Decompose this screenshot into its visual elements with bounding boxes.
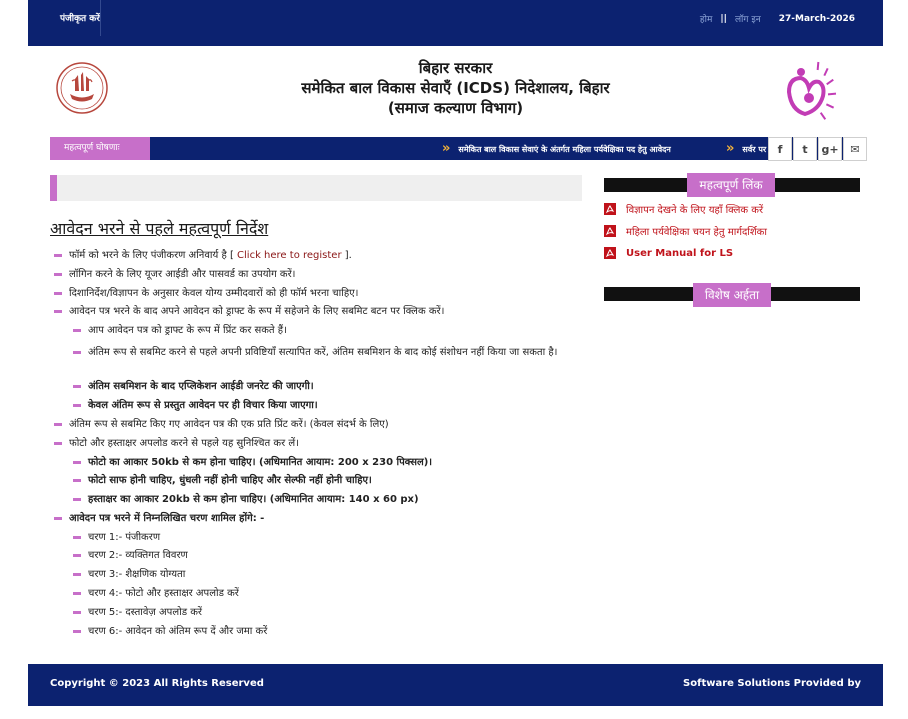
register-here-link[interactable]: Click here to register (237, 250, 342, 261)
list-item (73, 474, 573, 488)
accent-mark (50, 175, 57, 201)
list-item-text: हस्ताक्षर का आकार 20kb से कम होना चाहिए। (अधिमानित आयाम: 140 x 60 px) (88, 494, 419, 505)
list-item (54, 268, 582, 282)
list-item-text: फोटो का आकार 50kb से कम होना चाहिए। (अधिमानित आयाम: 200 x 230 पिक्सल)। (88, 457, 433, 468)
list-item-text: आवेदन पत्र भरने के बाद अपने आवेदन को ड्राफ्ट के रूप में सहेजने के लिए सबमिट बटन पर क्लिक करें। (69, 306, 445, 317)
top-nav (700, 12, 855, 25)
special-eligibility-title: विशेष अर्हता (693, 283, 771, 307)
chevron-right-icon: » (442, 141, 451, 156)
footer (28, 664, 883, 706)
nav-separator: || (720, 13, 727, 24)
list-item (73, 549, 573, 563)
list-item-text: चरण 3:- शैक्षणिक योग्यता (88, 569, 186, 580)
current-date: 27-March-2026 (778, 13, 855, 24)
list-item (73, 493, 573, 507)
register-link[interactable]: पंजीकृत करें (60, 14, 100, 24)
facebook-icon[interactable]: f (768, 137, 792, 161)
google-plus-icon[interactable]: g+ (818, 137, 842, 161)
content-header-bar (50, 175, 582, 201)
chevron-right-icon: » (726, 141, 735, 156)
site-header (28, 46, 883, 136)
bullet (54, 254, 62, 257)
list-item-text: आवेदन पत्र भरने में निम्नलिखित चरण शामिल होंगे: - (69, 513, 265, 524)
list-item (54, 249, 582, 263)
home-link[interactable]: होम (699, 15, 713, 25)
list-item (54, 287, 582, 301)
list-item (73, 568, 573, 582)
sidebar-link-label: विज्ञापन देखने के लिए यहाँ क्लिक करें (626, 205, 764, 216)
list-item (54, 418, 582, 432)
pdf-icon (604, 247, 616, 259)
social-links (767, 137, 867, 161)
list-item-text: ]. (341, 250, 352, 261)
list-item-text: अंतिम रूप से सबमिट करने से पहले अपनी प्रविष्टियाँ सत्यापित करें, अंतिम सबमिशन के बाद कोई संशोधन नहीं किया जा सकता है। (88, 347, 558, 358)
list-item (73, 606, 573, 620)
list-item (73, 625, 573, 639)
list-item (73, 380, 573, 394)
header-title (28, 58, 883, 118)
announcement-text: समेकित बाल विकास सेवाएं के अंतर्गत महिला पर्यवेक्षिका पद हेतु आवेदन (458, 145, 671, 154)
list-item-text: चरण 4:- फोटो और हस्ताक्षर अपलोड करें (88, 588, 239, 599)
list-item-text: फोटो साफ होनी चाहिए, धुंधली नहीं होनी चाहिए और सेल्फी नहीं होनी चाहिए। (88, 475, 372, 486)
list-item-text: चरण 1:- पंजीकरण (88, 532, 161, 543)
list-item-text: आप आवेदन पत्र को ड्राफ्ट के रूप में प्रिंट कर सकते हैं। (88, 325, 287, 336)
list-item-text: चरण 5:- दस्तावेज़ अपलोड करें (88, 607, 203, 618)
divider (100, 0, 101, 36)
announcement-bar (50, 137, 860, 160)
login-link[interactable]: लॉग इन (734, 15, 761, 25)
list-item-text: अंतिम रूप से सबमिट किए गए आवेदन पत्र की एक प्रति प्रिंट करें। (केवल संदर्भ के लिए) (69, 419, 389, 430)
list-item-text: चरण 2:- व्यक्तिगत विवरण (88, 550, 188, 561)
list-item-text: लॉगिन करने के लिए यूजर आईडी और पासवर्ड का उपयोग करें। (69, 269, 296, 280)
list-item (73, 344, 573, 362)
pdf-icon (604, 225, 616, 237)
list-item (73, 399, 573, 413)
sidebar-link-label: महिला पर्यवेक्षिका चयन हेतु मार्गदर्शिका (626, 227, 767, 238)
important-links-title: महत्वपूर्ण लिंक (687, 173, 775, 197)
list-item (54, 512, 582, 526)
pdf-icon (604, 203, 616, 215)
sidebar-link-advertisement[interactable] (604, 202, 763, 216)
list-item-text: फोटो और हस्ताक्षर अपलोड करने से पहले यह सुनिश्चित कर लें। (69, 438, 299, 449)
provider-text: Software Solutions Provided by (683, 678, 861, 689)
mail-icon[interactable]: ✉ (843, 137, 867, 161)
government-name: बिहार सरकार (418, 59, 493, 77)
copyright-text: Copyright © 2023 All Rights Reserved (50, 678, 264, 689)
directorate-name: समेकित बाल विकास सेवाएँ (ICDS) निदेशालय, बिहार (301, 79, 610, 97)
announcement-text: सर्वर पर (742, 145, 767, 154)
department-name: (समाज कल्याण विभाग) (387, 99, 524, 117)
sidebar-link-label: User Manual for LS (626, 247, 734, 259)
list-item (54, 437, 582, 451)
list-item-text: केवल अंतिम रूप से प्रस्तुत आवेदन पर ही विचार किया जाएगा। (88, 400, 318, 411)
list-item (73, 456, 573, 470)
list-item-text: चरण 6:- आवेदन को अंतिम रूप दें और जमा करें (88, 626, 268, 637)
list-item (73, 324, 573, 338)
list-item-text: दिशानिर्देश/विज्ञापन के अनुसार केवल योग्य उम्मीदवारों को ही फॉर्म भरना चाहिए। (69, 288, 359, 299)
announcement-label: महत्वपूर्ण घोषणाः (50, 137, 150, 160)
list-item-text: फॉर्म को भरने के लिए पंजीकरण अनिवार्य है [ (69, 250, 238, 261)
top-bar (28, 0, 883, 46)
list-item (54, 305, 582, 319)
list-item-text: अंतिम सबमिशन के बाद एप्लिकेशन आईडी जनरेट की जाएगी। (88, 381, 314, 392)
sidebar-link-guide[interactable] (604, 224, 767, 238)
sidebar-link-user-manual[interactable] (604, 247, 733, 259)
twitter-icon[interactable]: t (793, 137, 817, 161)
icds-logo (779, 58, 837, 126)
announcement-item[interactable] (726, 137, 766, 160)
announcement-item[interactable] (442, 137, 671, 160)
list-item (73, 587, 573, 601)
list-item (73, 531, 573, 545)
instructions-heading: आवेदन भरने से पहले महत्वपूर्ण निर्देश (50, 219, 269, 238)
